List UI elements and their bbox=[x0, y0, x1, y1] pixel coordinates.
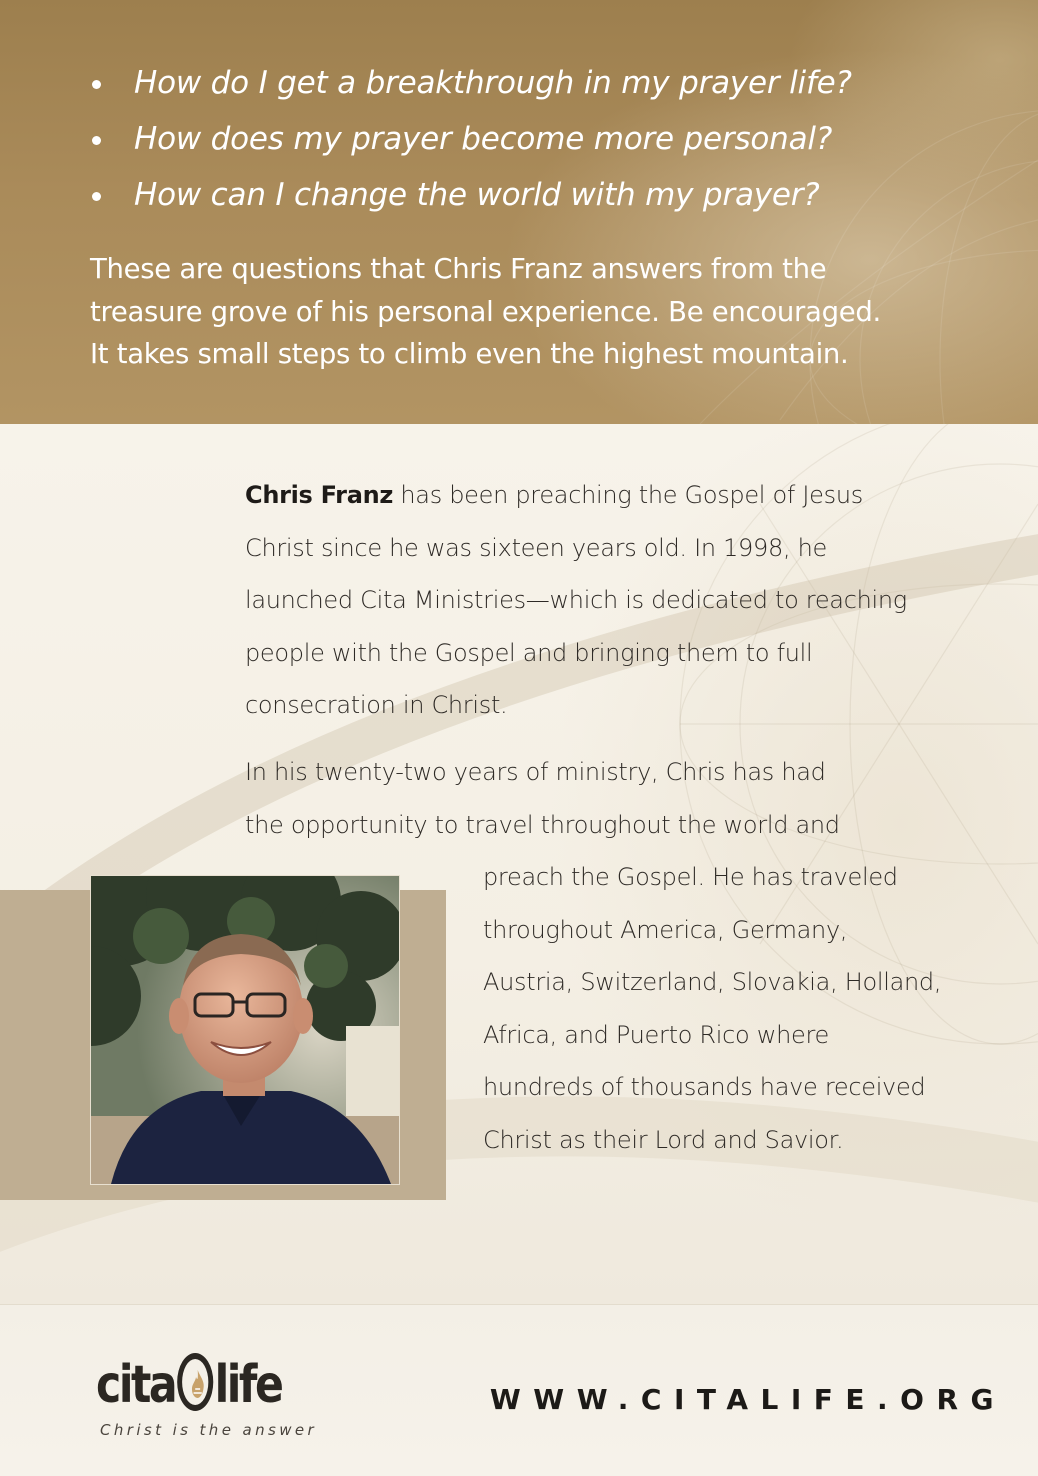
questions-band bbox=[0, 0, 1038, 424]
bio-line: launched Cita Ministries—which is dedicated to reaching bbox=[245, 586, 907, 614]
footer bbox=[0, 1304, 1038, 1476]
intro-paragraph bbox=[90, 248, 990, 376]
question-item bbox=[88, 114, 852, 170]
citalife-logo bbox=[96, 1335, 326, 1445]
bio-line bbox=[245, 469, 907, 522]
bullet-dot-icon bbox=[92, 192, 101, 201]
question-text: How do I get a breakthrough in my prayer life? bbox=[134, 65, 852, 101]
bio-line: In his twenty-two years of ministry, Chris has had bbox=[245, 758, 826, 786]
bullet-dot-icon bbox=[92, 136, 101, 145]
bio-paragraph-1 bbox=[245, 469, 907, 732]
logo-text-right: life bbox=[214, 1355, 282, 1415]
bio-line: Austria, Switzerland, Slovakia, Holland, bbox=[483, 968, 942, 996]
bio-line: preach the Gospel. He has traveled bbox=[483, 863, 898, 891]
intro-line: It takes small steps to climb even the highest mountain. bbox=[90, 338, 849, 370]
author-name: Chris Franz bbox=[245, 481, 394, 509]
logo-tagline: Christ is the answer bbox=[100, 1421, 318, 1439]
intro-line: These are questions that Chris Franz answers from the bbox=[90, 253, 827, 285]
question-item bbox=[88, 170, 852, 226]
question-text: How does my prayer become more personal? bbox=[134, 121, 833, 157]
bio-line-text: has been preaching the Gospel of Jesus bbox=[393, 481, 863, 509]
bio-line: the opportunity to travel throughout the world and bbox=[245, 810, 840, 839]
bio-line: throughout America, Germany, bbox=[483, 915, 848, 944]
bio-paragraph-2-wrap bbox=[483, 851, 941, 1166]
author-bio-section bbox=[0, 424, 1038, 1304]
bio-line: hundreds of thousands have received bbox=[483, 1073, 926, 1101]
flame-icon bbox=[188, 1369, 206, 1399]
question-item bbox=[88, 58, 852, 114]
bio-line: consecration in Christ. bbox=[245, 691, 508, 719]
logo-wordmark bbox=[96, 1335, 281, 1415]
logo-flame-ring-icon bbox=[177, 1353, 213, 1411]
author-portrait-image bbox=[91, 876, 399, 1184]
bio-line: people with the Gospel and bringing them to full bbox=[245, 638, 813, 667]
logo-text-left: cita bbox=[96, 1355, 176, 1415]
bullet-dot-icon bbox=[92, 80, 101, 89]
question-list bbox=[88, 58, 852, 226]
website-url: WWW.CITALIFE.ORG bbox=[489, 1383, 1006, 1416]
bio-line: Africa, and Puerto Rico where bbox=[483, 1020, 829, 1049]
bio-line: Christ as their Lord and Savior. bbox=[483, 1125, 844, 1154]
bio-line: Christ since he was sixteen years old. In 1998, he bbox=[245, 533, 828, 562]
author-photo bbox=[90, 875, 400, 1185]
bio-paragraph-2 bbox=[245, 746, 840, 851]
question-text: How can I change the world with my prayer? bbox=[134, 177, 820, 213]
intro-line: treasure grove of his personal experience. Be encouraged. bbox=[90, 295, 881, 328]
